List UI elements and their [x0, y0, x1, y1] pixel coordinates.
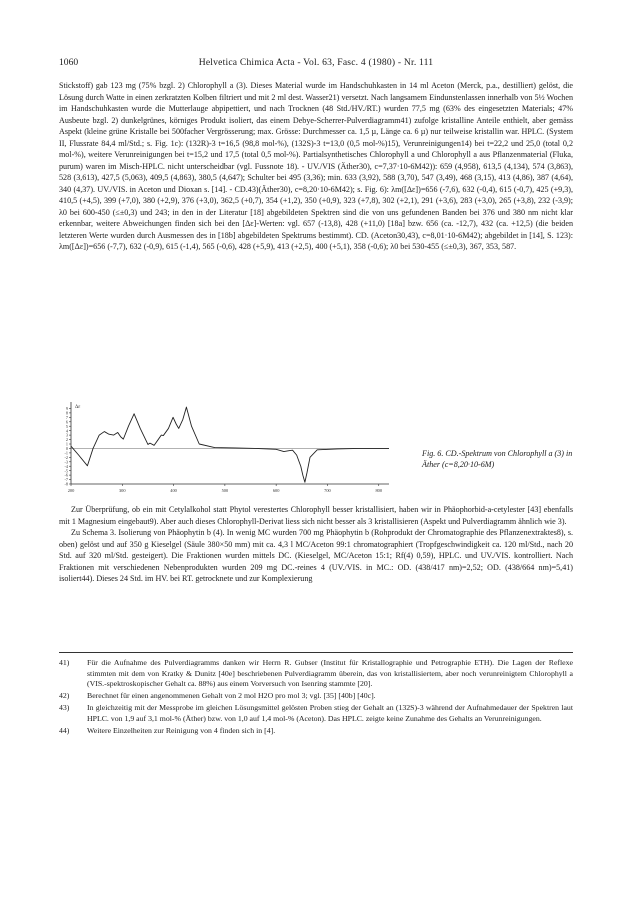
cd-spectrum-figure: [59, 398, 404, 496]
y-tick-label: -6: [64, 472, 68, 478]
y-tick-label: -4: [64, 463, 68, 469]
y-tick-label: -5: [64, 468, 68, 474]
page-number: 1060: [59, 57, 79, 68]
x-tick-label: 700: [324, 488, 331, 493]
footnote-text: Für die Aufnahme des Pulverdiagramms danken wir Herrn R. Gubser (Institut für Kristallographie und Petrographie ETH). Die Lagen der Reflexe stimmten mit dem von Kratky & Dunitz [40e] beschriebenen Pulverdiagramm überein, das von kristallisiertem, aber noch verunreinigtem Chlorophyll a (VIS.-spektroskopischer Gehalt ca. 88%) aus einem Vorversuch von Isenring stammte [20].: [87, 658, 573, 689]
footnote-number: 44): [59, 726, 70, 736]
x-tick-label: 200: [67, 488, 75, 493]
y-tick-label: 3: [65, 432, 68, 438]
y-tick-label: 2: [65, 437, 68, 443]
y-axis-label: Δε: [75, 405, 81, 410]
x-ticks: [68, 484, 383, 493]
footnote-number: 43): [59, 703, 70, 713]
footnote-number: 41): [59, 658, 70, 667]
x-tick-label: 800: [375, 488, 383, 493]
footnote-text: In gleichzeitig mit der Messprobe im gleichen Lösungsmittel gelösten Proben stieg der Gehalt an (132S)-3 während der Aufnahmedauer der Spektren laut HPLC. von 1,9 auf 3,1 mol-% (Äther) bzw. von 1,0 auf 1,4 mol-% (Aceton). Das HPLC. zeigte keine Zunahme des Gehalts an Verunreinigungen.: [87, 703, 573, 723]
footnote: [59, 658, 573, 690]
y-tick-label: 9: [65, 406, 68, 412]
schema-3-paragraph: Zu Schema 3. Isolierung von Phäophytin b (4). In wenig MC wurden 700 mg Phäophytin b (Rohprodukt der Chromatographie des Pflanzenextraktes8), s. oben) gelöst und auf 350 g Kieselgel (Säule 380×50 mm) mit ca. 4,3 l MC/Aceton 99:1 chromatographiert (Tropfgeschwindigkeit ca. 120 ml/Std., nach 20 Std. auf 320 ml/Std. gesteigert). Die Fraktionen wurden mittels DC. (Kieselgel, MC/Aceton 15:1; Rf(4) 0,59), HPLC. und UV./VIS. kontrolliert. Nach Fraktionen mit verschiedenen Nebenprodukten wurden 209 mg DC.-reines 4 (UV./VIS. in MC.: OD. (438/417 nm)=2,52; OD. (438/664 nm)=5,41) isoliert44). Dieses 24 Std. im HV. bei RT. getrocknete und zur Komplexierung: [59, 528, 573, 583]
running-header: [59, 56, 573, 70]
y-tick-label: -3: [64, 459, 68, 465]
experimental-paragraph: [59, 80, 573, 253]
y-tick-label: 4: [65, 428, 68, 434]
y-tick-label: 5: [65, 423, 68, 429]
y-tick-label: 6: [65, 419, 68, 425]
y-tick-label: 7: [65, 414, 68, 420]
footnotes: [59, 658, 573, 738]
running-title: Helvetica Chimica Acta - Vol. 63, Fasc. 4 (1980) - Nr. 111: [198, 57, 434, 68]
y-tick-label: -8: [64, 481, 68, 487]
experimental-text: Stickstoff) gab 123 mg (75% bzgl. 2) Chlorophyll a (3). Dieses Material wurde im Handschuhkasten in 14 ml Aceton (Merck, p.a., destilliert) gelöst, die Lösung durch Watte in einen zerkratzten Kolben filtriert und mit 2 ml dest. Wasser21) versetzt. Nach langsamem Eindunstenlassen innerhalb von 5½ Wochen im Handschuhkasten wurde die Mutterlauge abpipettiert, und nach Trocknen (48 Std./HV./RT.) wurden 77,5 mg (63% des eingesetzten Materials; 47% Ausbeute bzgl. 2) dunkelgrünes, körniges Produkt isoliert, das einem Debye-Scherrer-Pulverdiagramm41) zufolge kristalline Anteile enthielt, aber gemäss Aspekt (kleine grüne Kristalle bei 500facher Vergrösserung; max. Grösse: Durchmesser ca. 1,5 µ, Länge ca. 6 µ) nur teilweise kristallin war. HPLC. (System II, Flussrate 84,4 ml/Std.; s. Fig. 1c): (132R)-3 t=16,5 (98,8 mol-%), (132S)-3 t=13,0 (0,5 mol-%)15), Verunreinigungen14) bei t=22,2 und 25,0 (total 0,2 mol-%), weitere Verunreinigungen bei t=15,2 und 17,5 (total 0,5 mol-%). Partialsynthetisches Chlorophyll a und Chlorophyll a aus Pflanzenmaterial (Fluka, purum) waren im Misch-HPLC. nicht unterscheidbar (vgl. Fussnote 18). - UV./VIS (Äther30), c=7,37·10-6M42)): 659 (4,958), 613,5 (4,134), 574 (3,863), 528 (3,613), 427,5 (5,063), 409,5 (4,863), 380,5 (4,647); Schulter bei 495 (3,36); min. 633 (3,92), 588 (3,70), 547 (3,49), 468 (3,15), 413 (4,86), 387 (4,64), 340 (4,37). UV./VIS. in Aceton und Dioxan s. [14]. - CD.43)(Äther30), c=8,20·10-6M42); s. Fig. 6): λm([Δε])=656 (-7,6), 632 (-0,4), 615 (-0,7), 425 (+9,3), 410,5 (+4,5), 399 (+7,0), 380 (+2,9), 376 (+3,0), 362,5 (+0,7), 354 (+1,2), 350 (+0,9), 323 (+7,8), 302 (+2,1), 291 (+3,6), 283 (+3,0), 265 (+3,8), 232 (-3,9); λ0 bei 600-450 (≤±0,3) und 243; in den in der Literatur [18] abgebildeten Spektren sind die von uns gefundenen Banden bei 376 und 380 nm nicht klar erkennbar, weitere Abweichungen finden sich bei den [Δε]-Werten: vgl. 657 (-13,8), 428 (+11,0) [18a] bzw. 656 (ca. -12,7), 432 (ca. +12,5) (die beiden letzteren Werte wurden durch Ausmessen des in [18b] abgebildeten Spektrums bestimmt). CD. (Aceton30,43), c=8,01·10-6M42); abgebildet in [14], S. 123): λm([Δε])=656 (-7,7), 632 (-0,9), 615 (-1,4), 565 (-0,6), 428 (+5,9), 413 (+2,5), 400 (+5,1), 358 (-0,6); λ0 bei 530-455 (≤±0,3), 367, 353, 587.: [59, 81, 573, 251]
y-ticks: [65, 406, 72, 487]
figure-caption: Fig. 6. CD.-Spektrum von Chlorophyll a (3) in Äther (c=8,20·10-6M): [422, 449, 573, 470]
cetyl-paragraph: Zur Überprüfung, ob ein mit Cetylalkohol statt Phytol verestertes Chlorophyll besser kristallisiert, haben wir in Phäophorbid-a-cetylester [43] ebenfalls mit 1 Magnesium eingebaut9). Aber auch dieses Chlorophyll-Derivat liess sich nicht besser als 3 kristallisieren (Aspekt und Pulverdiagramm ähnlich wie 3).: [59, 505, 573, 526]
x-tick-label: 400: [170, 488, 177, 493]
footnote-text: Berechnet für einen angenommenen Gehalt von 2 mol H2O pro mol 3; vgl. [35] [40b] [40c].: [87, 691, 376, 701]
footnote-rule: [59, 652, 573, 653]
y-tick-label: -7: [64, 477, 68, 483]
y-tick-label: 8: [65, 410, 68, 416]
cd-series-line: [71, 407, 389, 482]
y-tick-label: -2: [64, 454, 68, 460]
footnote-text: Weitere Einzelheiten zur Reinigung von 4 finden sich in [4].: [87, 726, 276, 736]
y-tick-label: -1: [64, 450, 68, 456]
footnote: [59, 726, 573, 737]
x-tick-label: 300: [118, 488, 126, 493]
y-tick-label: 0: [65, 446, 68, 452]
footnote: [59, 691, 573, 702]
cd-spectrum-chart: [59, 398, 404, 496]
chart-axes: [71, 402, 389, 484]
middle-paragraphs: [59, 504, 573, 585]
footnote-number: 42): [59, 691, 70, 701]
x-tick-label: 500: [221, 488, 229, 493]
plot-area: [71, 407, 389, 482]
footnote: [59, 703, 573, 724]
x-tick-label: 600: [272, 488, 280, 493]
y-tick-label: 1: [65, 441, 68, 447]
